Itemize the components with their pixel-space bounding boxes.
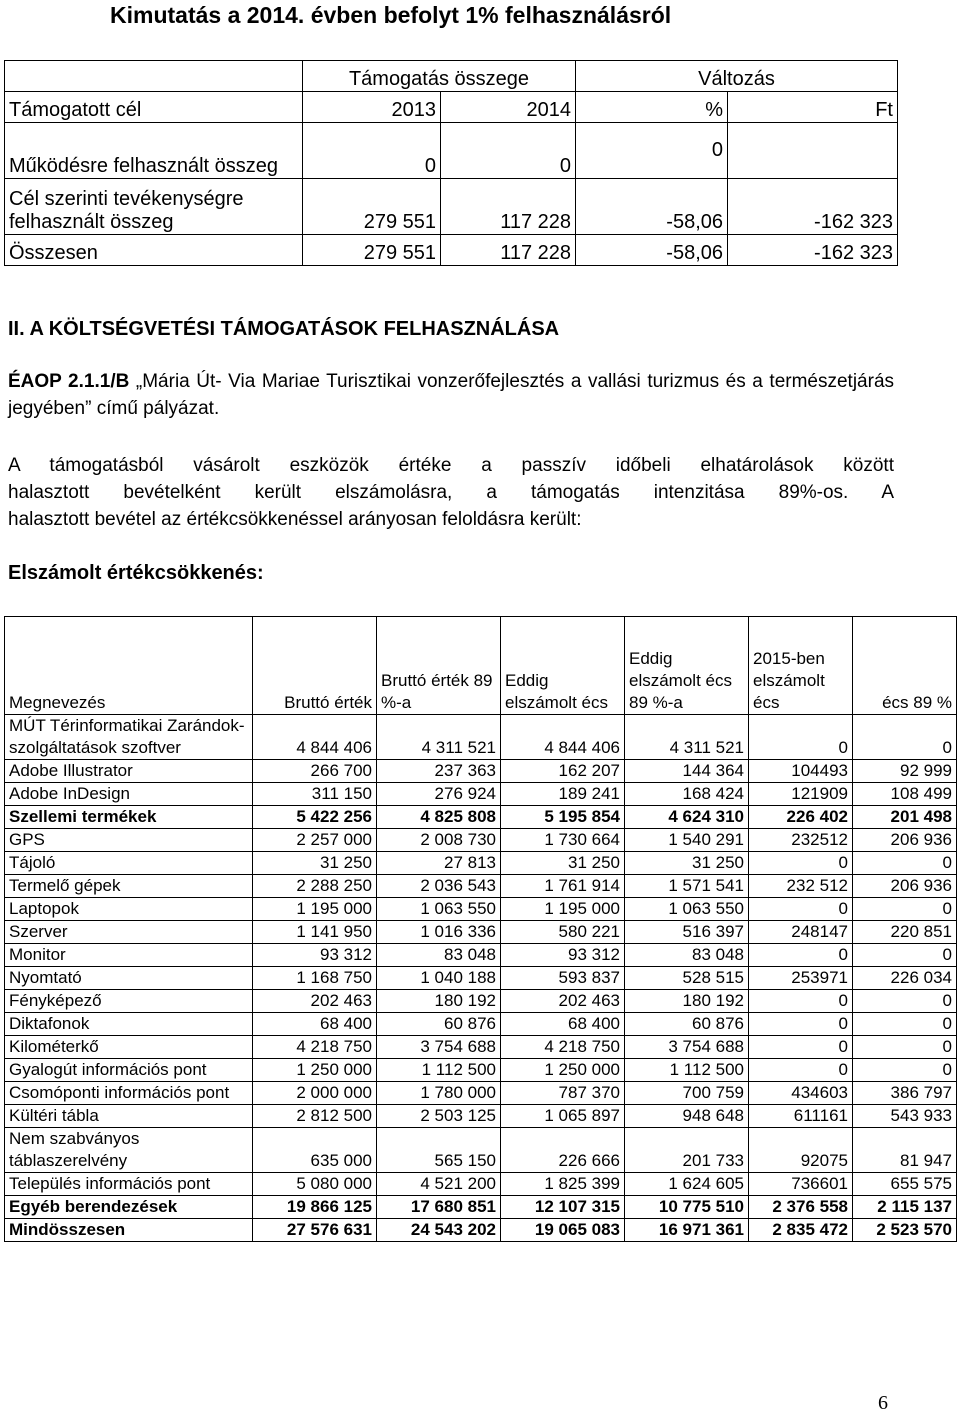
- summary-header-percent: %: [576, 92, 728, 123]
- dep-table-row: [5, 1196, 957, 1219]
- project-description: [8, 368, 894, 422]
- dep-row-value: 1 571 541: [625, 875, 749, 898]
- dep-row-value: 104493: [749, 760, 853, 783]
- summary-row-label: Cél szerinti tevékenységre felhasznált összeg: [5, 179, 303, 235]
- dep-row-value: 787 370: [501, 1082, 625, 1105]
- dep-row-value: 5 422 256: [253, 806, 377, 829]
- dep-row-value: 1 112 500: [625, 1059, 749, 1082]
- dep-table-row: [5, 1128, 957, 1173]
- dep-row-value: 0: [749, 715, 853, 760]
- dep-row-value: 655 575: [853, 1173, 957, 1196]
- dep-table-row: [5, 715, 957, 760]
- summary-cell-pct: -58,06: [576, 179, 728, 235]
- support-paragraph: [8, 452, 894, 533]
- dep-row-value: 0: [853, 990, 957, 1013]
- dep-row-value: 4 218 750: [253, 1036, 377, 1059]
- dep-row-value: 68 400: [253, 1013, 377, 1036]
- dep-row-value: 528 515: [625, 967, 749, 990]
- dep-row-value: 206 936: [853, 829, 957, 852]
- dep-row-value: 144 364: [625, 760, 749, 783]
- dep-row-value: 1 141 950: [253, 921, 377, 944]
- summary-cell-pct: 0: [576, 123, 728, 179]
- summary-header-change: Változás: [576, 61, 898, 92]
- dep-row-name: Nyomtató: [5, 967, 253, 990]
- dep-row-value: 206 936: [853, 875, 957, 898]
- dep-row-value: 253971: [749, 967, 853, 990]
- dep-row-name: Tájoló: [5, 852, 253, 875]
- summary-header-ft: Ft: [728, 92, 898, 123]
- dep-row-value: 0: [749, 1013, 853, 1036]
- dep-row-value: 0: [853, 715, 957, 760]
- dep-row-value: 19 866 125: [253, 1196, 377, 1219]
- dep-row-value: 93 312: [253, 944, 377, 967]
- dep-row-value: 4 521 200: [377, 1173, 501, 1196]
- dep-row-value: 311 150: [253, 783, 377, 806]
- dep-row-value: 60 876: [625, 1013, 749, 1036]
- dep-row-value: 0: [853, 898, 957, 921]
- dep-row-value: 83 048: [625, 944, 749, 967]
- dep-row-value: 27 813: [377, 852, 501, 875]
- dep-row-value: 5 195 854: [501, 806, 625, 829]
- dep-row-value: 1 624 605: [625, 1173, 749, 1196]
- dep-table-row: [5, 967, 957, 990]
- dep-table-row: [5, 1059, 957, 1082]
- dep-row-value: 180 192: [377, 990, 501, 1013]
- summary-cell-pct: -58,06: [576, 235, 728, 266]
- depreciation-heading: Elszámolt értékcsökkenés:: [8, 562, 264, 584]
- dep-row-name: GPS: [5, 829, 253, 852]
- summary-header-blank: [5, 61, 303, 92]
- summary-row: [5, 123, 898, 179]
- dep-row-value: 543 933: [853, 1105, 957, 1128]
- dep-header-gross: Bruttó érték: [253, 617, 377, 715]
- dep-row-value: 266 700: [253, 760, 377, 783]
- dep-row-value: 1 168 750: [253, 967, 377, 990]
- dep-row-value: 635 000: [253, 1128, 377, 1173]
- dep-row-value: 1 040 188: [377, 967, 501, 990]
- dep-row-value: 1 016 336: [377, 921, 501, 944]
- dep-row-value: 2 835 472: [749, 1219, 853, 1242]
- dep-table-row: [5, 852, 957, 875]
- dep-row-value: 31 250: [625, 852, 749, 875]
- summary-row: [5, 179, 898, 235]
- summary-header-row-2: [5, 92, 898, 123]
- dep-row-value: 31 250: [253, 852, 377, 875]
- dep-row-value: 0: [749, 944, 853, 967]
- dep-header-name: Megnevezés: [5, 617, 253, 715]
- dep-row-value: 17 680 851: [377, 1196, 501, 1219]
- dep-row-value: 226 034: [853, 967, 957, 990]
- dep-row-value: 0: [749, 1036, 853, 1059]
- dep-row-value: 2 376 558: [749, 1196, 853, 1219]
- summary-header-row-1: [5, 61, 898, 92]
- dep-row-value: 83 048: [377, 944, 501, 967]
- dep-table-row: [5, 944, 957, 967]
- summary-row-label: Működésre felhasznált összeg: [5, 123, 303, 179]
- section-heading: II. A KÖLTSÉGVETÉSI TÁMOGATÁSOK FELHASZNÁLÁSA: [8, 318, 560, 340]
- dep-row-value: 1 250 000: [501, 1059, 625, 1082]
- dep-table-row: [5, 1013, 957, 1036]
- dep-row-value: 2 288 250: [253, 875, 377, 898]
- dep-row-value: 226 666: [501, 1128, 625, 1173]
- dep-row-name: Mindösszesen: [5, 1219, 253, 1242]
- dep-row-value: 27 576 631: [253, 1219, 377, 1242]
- dep-row-value: 93 312: [501, 944, 625, 967]
- dep-row-value: 0: [853, 852, 957, 875]
- dep-table-row: [5, 875, 957, 898]
- dep-row-name: Termelő gépek: [5, 875, 253, 898]
- dep-table-row: [5, 760, 957, 783]
- dep-row-value: 92 999: [853, 760, 957, 783]
- page-title: Kimutatás a 2014. évben befolyt 1% felhasználásról: [110, 2, 672, 28]
- dep-row-name: Kilométerkő: [5, 1036, 253, 1059]
- dep-row-value: 4 311 521: [377, 715, 501, 760]
- dep-row-value: 4 624 310: [625, 806, 749, 829]
- dep-row-value: 1 730 664: [501, 829, 625, 852]
- dep-row-value: 593 837: [501, 967, 625, 990]
- dep-row-value: 5 080 000: [253, 1173, 377, 1196]
- dep-row-value: 19 065 083: [501, 1219, 625, 1242]
- dep-row-value: 1 780 000: [377, 1082, 501, 1105]
- dep-row-name: Diktafonok: [5, 1013, 253, 1036]
- dep-row-value: 2 523 570: [853, 1219, 957, 1242]
- dep-row-name: Fényképező: [5, 990, 253, 1013]
- dep-row-value: 2 036 543: [377, 875, 501, 898]
- dep-row-value: 2 000 000: [253, 1082, 377, 1105]
- summary-cell-ft: -162 323: [728, 179, 898, 235]
- dep-row-value: 276 924: [377, 783, 501, 806]
- dep-row-value: 611161: [749, 1105, 853, 1128]
- project-code: ÉAOP 2.1.1/B: [8, 371, 130, 392]
- dep-table-row: [5, 806, 957, 829]
- dep-row-name: Település információs pont: [5, 1173, 253, 1196]
- dep-row-value: 24 543 202: [377, 1219, 501, 1242]
- dep-header-accounted: Eddig elszámolt écs: [501, 617, 625, 715]
- paragraph-line-1: A támogatásból vásárolt eszközök értéke a passzív időbeli elhatárolások között: [8, 455, 894, 476]
- dep-row-value: 16 971 361: [625, 1219, 749, 1242]
- dep-row-value: 168 424: [625, 783, 749, 806]
- dep-row-value: 0: [749, 852, 853, 875]
- dep-row-value: 60 876: [377, 1013, 501, 1036]
- dep-row-value: 2 503 125: [377, 1105, 501, 1128]
- dep-table-row: [5, 829, 957, 852]
- summary-cell-ft: [728, 123, 898, 179]
- dep-row-name: Csomóponti információs pont: [5, 1082, 253, 1105]
- dep-row-name: Monitor: [5, 944, 253, 967]
- summary-cell-v2014: 117 228: [441, 179, 576, 235]
- summary-row: [5, 235, 898, 266]
- summary-table: [4, 60, 898, 266]
- dep-row-name: Adobe InDesign: [5, 783, 253, 806]
- dep-row-name: Gyalogút információs pont: [5, 1059, 253, 1082]
- dep-row-value: 68 400: [501, 1013, 625, 1036]
- dep-table-row: [5, 1219, 957, 1242]
- dep-table-row: [5, 990, 957, 1013]
- summary-row-label: Összesen: [5, 235, 303, 266]
- dep-row-value: 1 063 550: [377, 898, 501, 921]
- dep-row-value: 202 463: [253, 990, 377, 1013]
- dep-row-value: 0: [749, 1059, 853, 1082]
- dep-row-value: 386 797: [853, 1082, 957, 1105]
- dep-row-value: 516 397: [625, 921, 749, 944]
- dep-row-value: 201 733: [625, 1128, 749, 1173]
- project-title: „Mária Út- Via Mariae Turisztikai vonzerőfejlesztés a vallási turizmus és a természetjárás jegyében” című pályázat.: [8, 371, 895, 419]
- paragraph-line-3: halasztott bevétel az értékcsökkenéssel arányosan feloldásra került:: [8, 509, 582, 530]
- dep-row-value: 1 540 291: [625, 829, 749, 852]
- dep-row-value: 948 648: [625, 1105, 749, 1128]
- dep-row-value: 2 257 000: [253, 829, 377, 852]
- dep-header-row: [5, 617, 957, 715]
- dep-row-value: 565 150: [377, 1128, 501, 1173]
- dep-row-value: 0: [749, 898, 853, 921]
- dep-table-row: [5, 1173, 957, 1196]
- dep-row-value: 108 499: [853, 783, 957, 806]
- dep-table-row: [5, 1036, 957, 1059]
- dep-table-row: [5, 921, 957, 944]
- summary-cell-ft: -162 323: [728, 235, 898, 266]
- dep-table-row: [5, 1082, 957, 1105]
- dep-row-value: 1 063 550: [625, 898, 749, 921]
- dep-row-value: 10 775 510: [625, 1196, 749, 1219]
- dep-row-value: 81 947: [853, 1128, 957, 1173]
- dep-row-value: 31 250: [501, 852, 625, 875]
- dep-row-value: 232 512: [749, 875, 853, 898]
- dep-row-value: 12 107 315: [501, 1196, 625, 1219]
- dep-row-name: MÚT Térinformatikai Zarándok-szolgáltatások szoftver: [5, 715, 253, 760]
- summary-cell-v2013: 279 551: [303, 179, 441, 235]
- dep-header-ecs-89: écs 89 %: [853, 617, 957, 715]
- summary-header-2013: 2013: [303, 92, 441, 123]
- dep-row-value: 180 192: [625, 990, 749, 1013]
- paragraph-line-2: halasztott bevételként került elszámolásra, a támogatás intenzitása 89%-os. A: [8, 482, 894, 503]
- summary-cell-v2014: 0: [441, 123, 576, 179]
- dep-row-name: Egyéb berendezések: [5, 1196, 253, 1219]
- dep-row-name: Kültéri tábla: [5, 1105, 253, 1128]
- dep-row-name: Szerver: [5, 921, 253, 944]
- dep-row-value: 4 218 750: [501, 1036, 625, 1059]
- dep-row-value: 2 812 500: [253, 1105, 377, 1128]
- depreciation-table: [4, 616, 957, 1242]
- dep-row-value: 0: [853, 1036, 957, 1059]
- dep-row-value: 92075: [749, 1128, 853, 1173]
- dep-table-row: [5, 783, 957, 806]
- dep-row-value: 1 825 399: [501, 1173, 625, 1196]
- dep-header-accounted-89: Eddig elszámolt écs 89 %-a: [625, 617, 749, 715]
- summary-cell-v2014: 117 228: [441, 235, 576, 266]
- dep-row-value: 226 402: [749, 806, 853, 829]
- summary-header-2014: 2014: [441, 92, 576, 123]
- dep-row-value: 4 825 808: [377, 806, 501, 829]
- dep-row-name: Adobe Illustrator: [5, 760, 253, 783]
- dep-row-value: 700 759: [625, 1082, 749, 1105]
- dep-row-value: 4 311 521: [625, 715, 749, 760]
- summary-header-support-amount: Támogatás összege: [303, 61, 576, 92]
- dep-header-gross-89: Bruttó érték 89 %-a: [377, 617, 501, 715]
- dep-row-value: 248147: [749, 921, 853, 944]
- dep-row-value: 237 363: [377, 760, 501, 783]
- dep-row-name: Szellemi termékek: [5, 806, 253, 829]
- dep-row-value: 736601: [749, 1173, 853, 1196]
- summary-cell-v2013: 0: [303, 123, 441, 179]
- dep-row-name: Laptopok: [5, 898, 253, 921]
- dep-row-value: 4 844 406: [501, 715, 625, 760]
- summary-header-goal: Támogatott cél: [5, 92, 303, 123]
- dep-row-value: 434603: [749, 1082, 853, 1105]
- dep-row-value: 0: [853, 1013, 957, 1036]
- dep-row-value: 2 008 730: [377, 829, 501, 852]
- dep-row-value: 0: [853, 1059, 957, 1082]
- dep-row-name: Nem szabványos táblaszerelvény: [5, 1128, 253, 1173]
- dep-header-2015: 2015-ben elszámolt écs: [749, 617, 853, 715]
- dep-row-value: 220 851: [853, 921, 957, 944]
- dep-row-value: 4 844 406: [253, 715, 377, 760]
- dep-row-value: 121909: [749, 783, 853, 806]
- dep-row-value: 202 463: [501, 990, 625, 1013]
- dep-row-value: 232512: [749, 829, 853, 852]
- summary-cell-v2013: 279 551: [303, 235, 441, 266]
- dep-table-row: [5, 1105, 957, 1128]
- dep-row-value: 2 115 137: [853, 1196, 957, 1219]
- dep-row-value: 3 754 688: [625, 1036, 749, 1059]
- dep-row-value: 0: [749, 990, 853, 1013]
- dep-row-value: 1 195 000: [501, 898, 625, 921]
- dep-row-value: 1 065 897: [501, 1105, 625, 1128]
- dep-row-value: 3 754 688: [377, 1036, 501, 1059]
- dep-row-value: 189 241: [501, 783, 625, 806]
- dep-row-value: 1 112 500: [377, 1059, 501, 1082]
- dep-row-value: 1 250 000: [253, 1059, 377, 1082]
- dep-row-value: 201 498: [853, 806, 957, 829]
- dep-row-value: 580 221: [501, 921, 625, 944]
- dep-table-row: [5, 898, 957, 921]
- dep-row-value: 0: [853, 944, 957, 967]
- page-number: 6: [878, 1392, 888, 1414]
- dep-row-value: 162 207: [501, 760, 625, 783]
- dep-row-value: 1 761 914: [501, 875, 625, 898]
- dep-row-value: 1 195 000: [253, 898, 377, 921]
